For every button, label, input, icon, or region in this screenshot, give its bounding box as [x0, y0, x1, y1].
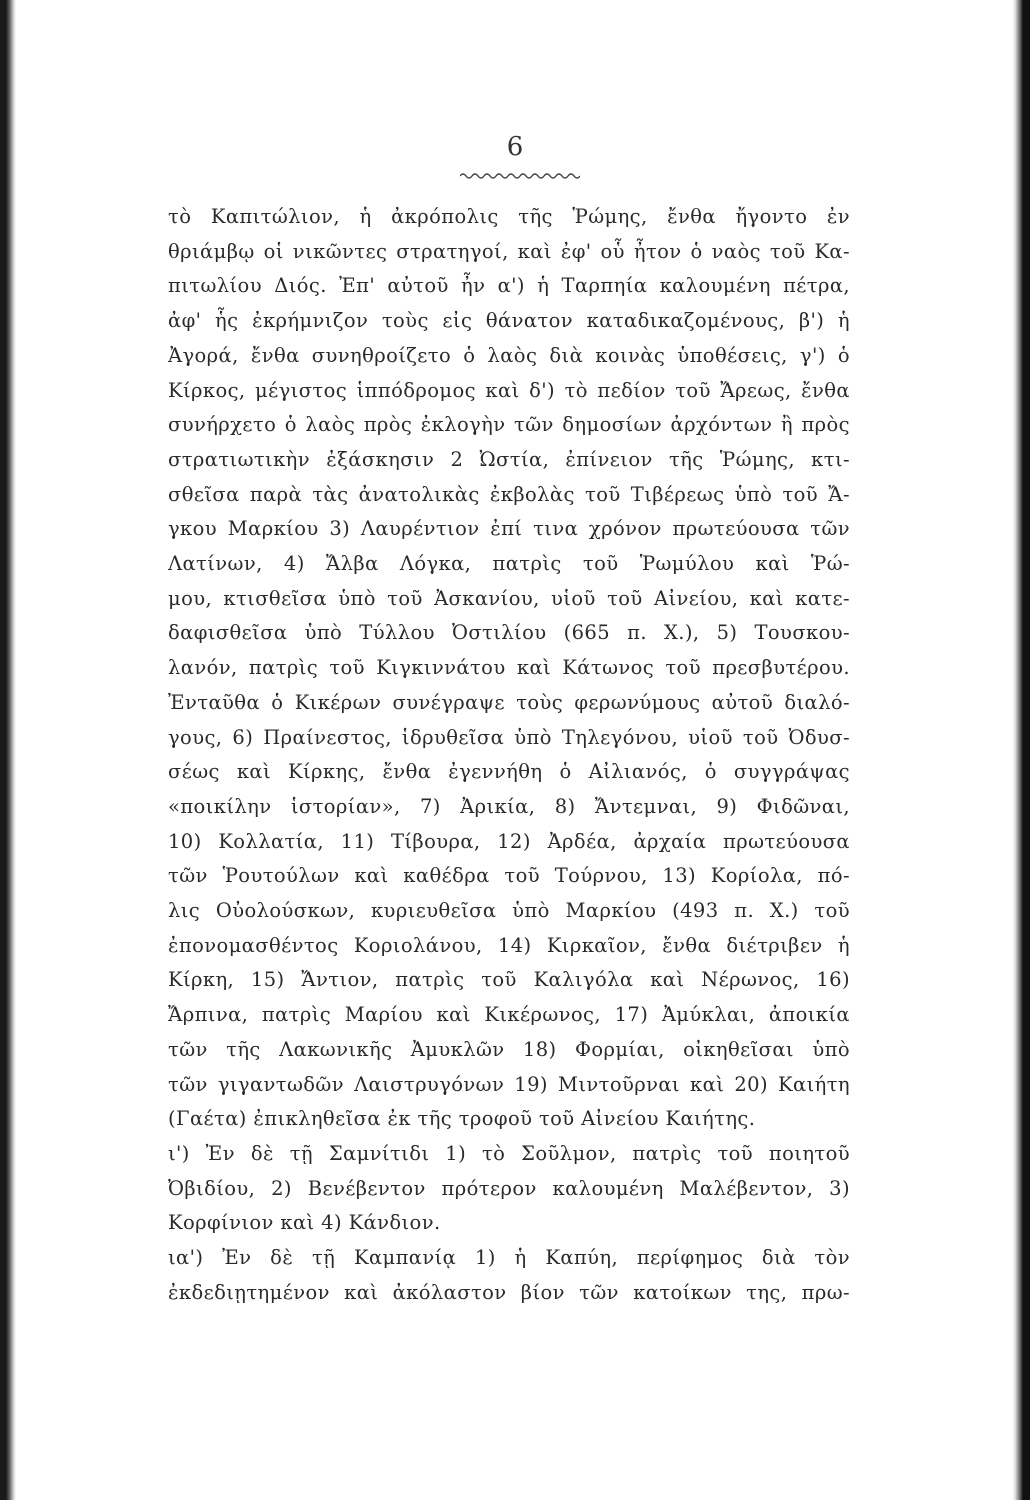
text-line: 10) Κολλατία, 11) Τίβουρα, 12) Ἀρδέα, ἀρχαία πρωτεύουσα [168, 829, 850, 853]
text-line: σέως καὶ Κίρκης, ἔνθα ἐγεννήθη ὁ Αἰλιανός, ὁ συγγράψας [168, 760, 850, 784]
text-line: τῶν γιγαντωδῶν Λαιστρυγόνων 19) Μιντοῦρναι καὶ 20) Καιήτη [168, 1072, 850, 1096]
decorative-rule [460, 172, 580, 180]
text-line: Ἐνταῦθα ὁ Κικέρων συνέγραψε τοὺς φερωνύμους αὐτοῦ διαλό- [168, 690, 850, 714]
text-line: τῶν τῆς Λακωνικῆς Ἀμυκλῶν 18) Φορμίαι, οἰκηθεῖσαι ὑπὸ [168, 1037, 850, 1061]
text-line: Κίρκη, 15) Ἄντιον, πατρὶς τοῦ Καλιγόλα καὶ Νέρωνος, 16) [168, 968, 850, 992]
text-line: θριάμβῳ οἱ νικῶντες στρατηγοί, καὶ ἐφ' οὗ ἦτον ὁ ναὸς τοῦ Κα- [168, 239, 850, 263]
text-line: (Γαέτα) ἐπικληθεῖσα ἐκ τῆς τροφοῦ τοῦ Αἰνείου Καιήτης. [168, 1107, 756, 1131]
text-line: γους, 6) Πραίνεστος, ἱδρυθεῖσα ὑπὸ Τηλεγόνου, υἱοῦ τοῦ Ὀδυσ- [168, 725, 850, 749]
text-line: ι') Ἐν δὲ τῇ Σαμνίτιδι 1) τὸ Σοῦλμον, πατρὶς τοῦ ποιητοῦ [168, 1141, 850, 1165]
scan-right-edge [1012, 0, 1030, 1500]
text-line: Ἀγορά, ἔνθα συνηθροίζετο ὁ λαὸς διὰ κοινὰς ὑποθέσεις, γ') ὁ [168, 343, 850, 367]
text-line: συνήρχετο ὁ λαὸς πρὸς ἐκλογὴν τῶν δημοσίων ἀρχόντων ἢ πρὸς [168, 413, 850, 437]
text-line: ἀφ' ἧς ἐκρήμνιζον τοὺς εἰς θάνατον καταδικαζομένους, β') ἡ [168, 309, 850, 333]
body-text [168, 200, 850, 1311]
page-number: 6 [506, 132, 524, 162]
text-line: ἐκδεδιῃτημένον καὶ ἀκόλαστον βίον τῶν κατοίκων της, πρω- [168, 1280, 850, 1304]
text-line: Ὀβιδίου, 2) Βενέβεντον πρότερον καλουμένη Μαλέβεντον, 3) [168, 1176, 850, 1200]
text-line: ἐπονομασθέντος Κοριολάνου, 14) Κιρκαῖον, ἔνθα διέτριβεν ἡ [168, 933, 850, 957]
text-line: δαφισθεῖσα ὑπὸ Τύλλου Ὀστιλίου (665 π. Χ.), 5) Τουσκου- [168, 621, 850, 645]
text-line: σθεῖσα παρὰ τὰς ἀνατολικὰς ἐκβολὰς τοῦ Τιβέρεως ὑπὸ τοῦ Ἄ- [168, 482, 850, 506]
text-line: πιτωλίου Διός. Ἐπ' αὐτοῦ ἦν α') ἡ Ταρπηία καλουμένη πέτρα, [168, 274, 850, 298]
text-line: τὸ Καπιτώλιον, ἡ ἀκρόπολις τῆς Ῥώμης, ἔνθα ἤγοντο ἐν [168, 205, 850, 228]
text-line: «ποικίλην ἱστορίαν», 7) Ἀρικία, 8) Ἄντεμναι, 9) Φιδῶναι, [168, 794, 850, 818]
text-line: τῶν Ῥουτούλων καὶ καθέδρα τοῦ Τούρνου, 13) Κορίολα, πό- [168, 864, 850, 888]
text-line: Κίρκος, μέγιστος ἱππόδρομος καὶ δ') τὸ πεδίον τοῦ Ἄρεως, ἔνθα [168, 378, 850, 402]
text-line: μου, κτισθεῖσα ὑπὸ τοῦ Ἀσκανίου, υἱοῦ τοῦ Αἰνείου, καὶ κατε- [168, 586, 850, 610]
text-line: λις Οὐολούσκων, κυριευθεῖσα ὑπὸ Μαρκίου (493 π. Χ.) τοῦ [168, 899, 850, 923]
text-line: στρατιωτικὴν ἐξάσκησιν 2 Ὠστία, ἐπίνειον τῆς Ῥώμης, κτι- [168, 447, 850, 471]
text-line: Κορφίνιον καὶ 4) Κάνδιον. [168, 1211, 441, 1235]
scan-left-edge [0, 0, 16, 1500]
text-line: ια') Ἐν δὲ τῇ Καμπανίᾳ 1) ἡ Καπύη, περίφημος διὰ τὸν [168, 1246, 850, 1270]
text-line: Ἄρπινα, πατρὶς Μαρίου καὶ Κικέρωνος, 17) Ἀμύκλαι, ἀποικία [168, 1003, 850, 1027]
text-line: γκου Μαρκίου 3) Λαυρέντιον ἐπί τινα χρόνον πρωτεύουσα τῶν [168, 517, 850, 541]
text-line: Λατίνων, 4) Ἄλβα Λόγκα, πατρὶς τοῦ Ῥωμύλου καὶ Ῥώ- [168, 552, 850, 576]
text-line: λανόν, πατρὶς τοῦ Κιγκιννάτου καὶ Κάτωνος τοῦ πρεσβυτέρου. [168, 656, 850, 680]
